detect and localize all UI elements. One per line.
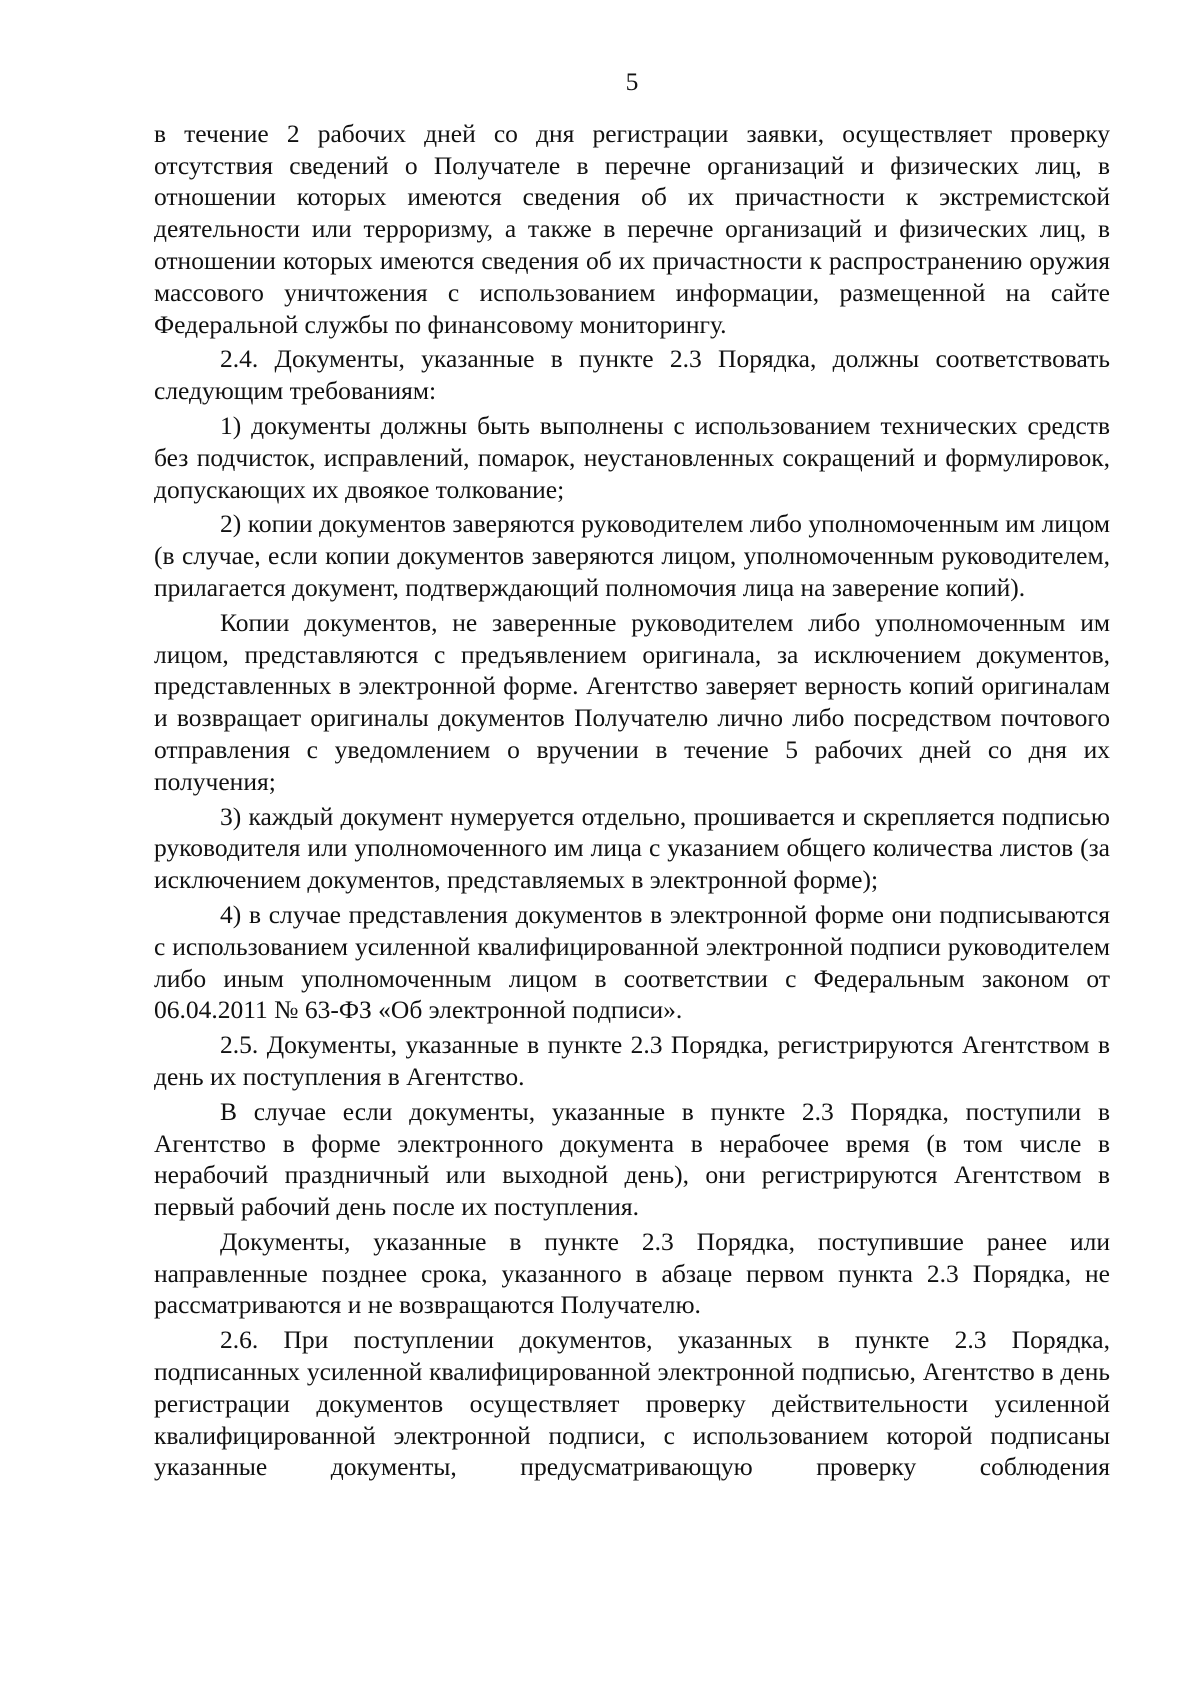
paragraph-verification-intro: в течение 2 рабочих дней со дня регистрации заявки, осуществляет проверку отсутствия сведений о Получателе в перечне организаций и физических лиц, в отношении которых имеются сведения об их причастности к экстремистской деятельности или терроризму, а также в перечне организаций и физических лиц, в отношении которых имеются сведения об их причастности к распространению оружия массового уничтожения с использованием информации, размещенной на сайте Федеральной службы по финансовому мониторингу. — [154, 118, 1110, 339]
paragraph-item-1: 1) документы должны быть выполнены с использованием технических средств без подчисток, исправлений, помарок, неустановленных сокращений и формулировок, допускающих их двоякое толкование; — [154, 410, 1110, 504]
paragraph-2-5: 2.5. Документы, указанные в пункте 2.3 Порядка, регистрируются Агентством в день их поступления в Агентство. — [154, 1030, 1110, 1091]
page-number: 5 — [625, 67, 639, 96]
paragraph-non-working-time: В случае если документы, указанные в пункте 2.3 Порядка, поступили в Агентство в форме электронного документа в нерабочее время (в том числе в нерабочий праздничный или выходной день), они регистрируются Агентством в первый рабочий день после их поступления. — [154, 1096, 1110, 1222]
paragraph-2-4: 2.4. Документы, указанные в пункте 2.3 Порядка, должны соответствовать следующим требованиям: — [154, 344, 1110, 406]
paragraph-copies: Копии документов, не заверенные руководителем либо уполномоченным им лицом, представляются с предъявлением оригинала, за исключением документов, представленных в электронной форме. Агентство заверяет верность копий оригиналам и возвращает оригиналы документов Получателю лично либо посредством почтового отправления с уведомлением о вручении в течение 5 рабочих дней со дня их получения; — [154, 607, 1110, 796]
paragraph-late-documents: Документы, указанные в пункте 2.3 Порядка, поступившие ранее или направленные позднее срока, указанного в абзаце первом пункта 2.3 Порядка, не рассматриваются и не возвращаются Получателю. — [154, 1226, 1110, 1320]
paragraph-item-2: 2) копии документов заверяются руководителем либо уполномоченным им лицом (в случае, если копии документов заверяются лицом, уполномоченным руководителем, прилагается документ, подтверждающий полномочия лица на заверение копий). — [154, 509, 1110, 602]
paragraph-2-6: 2.6. При поступлении документов, указанных в пункте 2.3 Порядка, подписанных усиленной квалифицированной электронной подписью, Агентство в день регистрации документов осуществляет проверку действительности усиленной квалифицированной электронной подписи, с использованием которой подписаны указанные документы, предусматривающую проверку соблюдения — [154, 1325, 1110, 1482]
paragraph-item-4: 4) в случае представления документов в электронной форме они подписываются с использованием усиленной квалифицированной электронной подписи руководителем либо иным уполномоченным лицом в соответствии с Федеральным законом от 06.04.2011 № 63-ФЗ «Об электронной подписи». — [154, 899, 1110, 1025]
paragraph-item-3: 3) каждый документ нумеруется отдельно, прошивается и скрепляется подписью руководителя или уполномоченного им лица с указанием общего количества листов (за исключением документов, представляемых в электронной форме); — [154, 801, 1110, 895]
